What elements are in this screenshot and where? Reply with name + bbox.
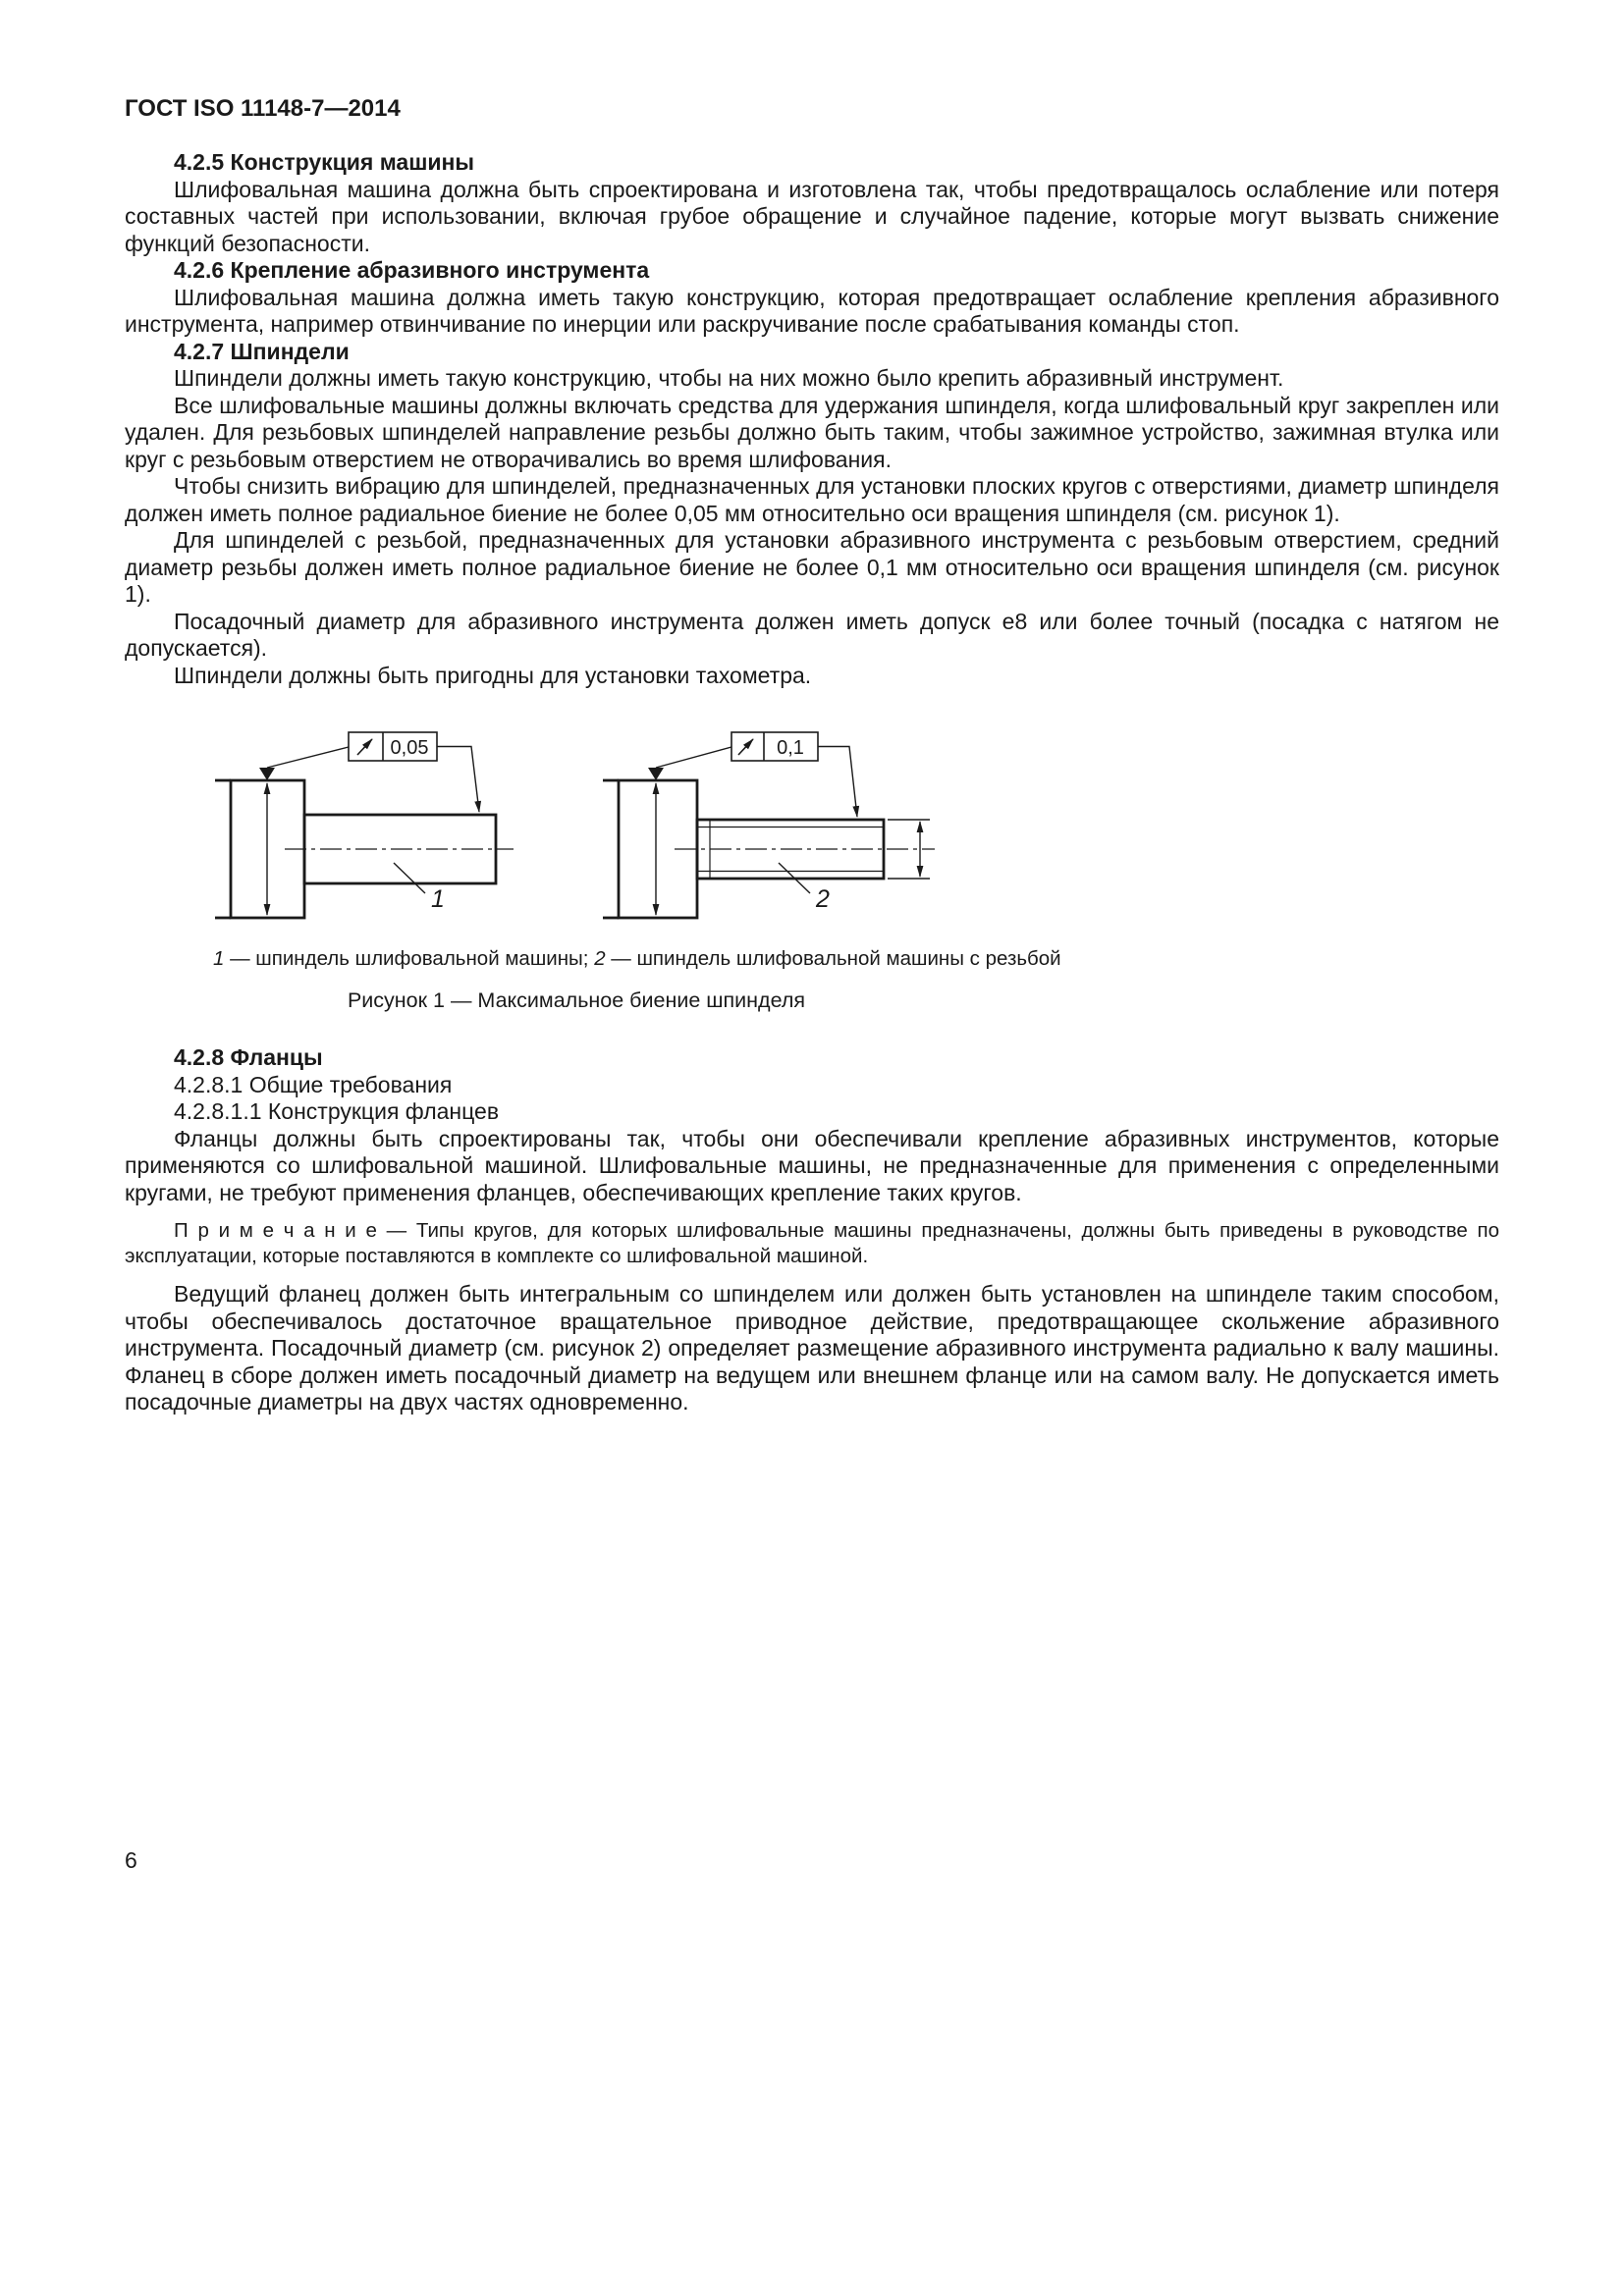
left-spindle-drawing <box>215 732 514 918</box>
figure-legend <box>213 947 1061 971</box>
legend-number-2: 2 <box>594 947 606 970</box>
heading-4-2-5: 4.2.5 Конструкция машины <box>174 149 475 175</box>
right-spindle-drawing <box>603 732 935 918</box>
paragraph-4-2-7-4: Для шпинделей с резьбой, предназначенных для установки абразивного инструмента с резьбовым отверстием, средний диаметр резьбы должен иметь полное радиальное биение не более 0,1 мм относительно оси вращения шпинделя (см. рисунок 1). <box>125 527 1499 607</box>
paragraph-4-2-7-5: Посадочный диаметр для абразивного инструмента должен иметь допуск e8 или более точный (посадка с натягом не допускается). <box>125 608 1499 661</box>
part-label-2: 2 <box>816 885 830 913</box>
figure-1 <box>213 724 1061 1013</box>
circular-runout-icon <box>357 739 372 755</box>
paragraph-4-2-5-1: Шлифовальная машина должна быть спроектирована и изготовлена так, чтобы предотвращалось ослабление или потеря составных частей при использовании, включая грубое обращение и случайное падение, которые могут вызвать снижение функций безопасности. <box>125 176 1499 256</box>
paragraph-4-2-7-3: Чтобы снизить вибрацию для шпинделей, предназначенных для установки плоских кругов с отверстиями, диаметр шпинделя должен иметь полное радиальное биение не более 0,05 мм относительно оси вращения шпинделя (см. рисунок 1). <box>125 473 1499 526</box>
note-paragraph: П р и м е ч а н и е — Типы кругов, для которых шлифовальные машины предназначены, должны быть приведены в руководстве по эксплуатации, которые поставляются в комплекте со шлифовальной машиной. <box>125 1219 1499 1267</box>
datum-connector-left <box>267 747 349 768</box>
datum-triangle-right <box>648 768 664 780</box>
paragraph-4-2-7-2: Все шлифовальные машины должны включать средства для удержания шпинделя, когда шлифовальный круг закреплен или удален. Для резьбовых шпинделей направление резьбы должно быть таким, чтобы зажимное устройство, зажимная втулка или круг с резьбовым отверстием не отворачивались во время шлифования. <box>125 392 1499 472</box>
tolerance-value-left: 0,05 <box>390 737 429 759</box>
paragraph-4-2-7-6: Шпиндели должны быть пригодны для установки тахометра. <box>174 662 812 688</box>
leader-line-right <box>818 747 857 818</box>
tolerance-frame-right <box>731 732 818 761</box>
datum-connector-right <box>656 747 731 768</box>
standard-designation: ГОСТ ISO 11148-7—2014 <box>125 95 401 122</box>
paragraph-4-2-8-1: Фланцы должны быть спроектированы так, чтобы они обеспечивали крепление абразивных инструментов, которые применяются со шлифовальной машиной. Шлифовальные машины, не предназначенные для применения с определенными кругами, не требуют применения фланцев, обеспечивающих крепление таких кругов. <box>125 1125 1499 1205</box>
legend-text-2: — шпиндель шлифовальной машины с резьбой <box>605 947 1061 970</box>
legend-text-1: — шпиндель шлифовальной машины; <box>224 947 595 970</box>
heading-4-2-8: 4.2.8 Фланцы <box>174 1044 323 1070</box>
tolerance-value-right: 0,1 <box>777 737 804 759</box>
paragraph-4-2-7-1: Шпиндели должны иметь такую конструкцию, чтобы на них можно было крепить абразивный инструмент. <box>174 365 1284 391</box>
leader-line-left <box>437 747 479 813</box>
paragraph-4-2-8-2: Ведущий фланец должен быть интегральным со шпинделем или должен быть установлен на шпинделе таким способом, чтобы обеспечивалось достаточное вращательное приводное действие, предотвращающее скольжение абразивного инструмента. Посадочный диаметр (см. рисунок 2) определяет размещение абразивного инструмента радиально к валу машины. Фланец в сборе должен иметь посадочный диаметр на ведущем или внешнем фланце или на самом валу. Не допускается иметь посадочные диаметры на двух частях одновременно. <box>125 1281 1499 1415</box>
heading-4-2-8-1: 4.2.8.1 Общие требования <box>174 1071 453 1097</box>
heading-4-2-8-1-1: 4.2.8.1.1 Конструкция фланцев <box>174 1098 500 1124</box>
part-label-1: 1 <box>431 885 445 913</box>
spindle-runout-drawing <box>213 724 940 935</box>
datum-triangle-left <box>259 768 275 780</box>
heading-4-2-7: 4.2.7 Шпиндели <box>174 338 350 364</box>
heading-4-2-6: 4.2.6 Крепление абразивного инструмента <box>174 257 650 283</box>
page-number: 6 <box>125 1847 137 1873</box>
circular-runout-icon <box>738 739 753 755</box>
label-leader-left <box>394 863 425 893</box>
legend-number-1: 1 <box>213 947 225 970</box>
figure-caption: Рисунок 1 — Максимальное биение шпинделя <box>347 988 806 1012</box>
paragraph-4-2-6-1: Шлифовальная машина должна иметь такую конструкцию, которая предотвращает ослабление крепления абразивного инструмента, например отвинчивание по инерции или раскручивание после срабатывания команды стоп. <box>125 284 1499 337</box>
